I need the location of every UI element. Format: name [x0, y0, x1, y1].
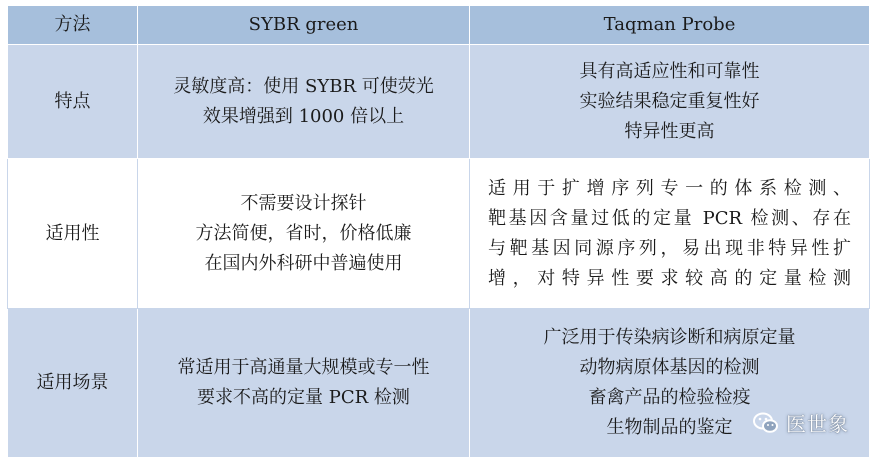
cell-line: 效果增强到 1000 倍以上	[202, 105, 405, 127]
cell-line: 灵敏度高：使用 SYBR 可使荧光	[173, 75, 434, 97]
cell-line: 靶基因含量过低的定量 PCR 检测、存在	[488, 207, 851, 229]
sybr-cell	[138, 45, 470, 159]
row-label: 适用性	[8, 159, 138, 309]
header-taqman: Taqman Probe	[470, 6, 870, 45]
header-sybr: SYBR green	[138, 6, 470, 45]
cell-line: 生物制品的鉴定	[606, 417, 733, 438]
cell-line: 适用于扩增序列专一的体系检测、	[488, 177, 851, 199]
cell-line: 与靶基因同源序列，易出现非特异性扩	[488, 237, 851, 259]
watermark	[752, 408, 849, 437]
cell-line: 畜禽产品的检验检疫	[588, 387, 751, 408]
taqman-cell	[470, 159, 870, 309]
comparison-table	[7, 5, 870, 458]
cell-line: 实验结果稳定重复性好	[579, 90, 760, 112]
wechat-icon	[752, 409, 780, 437]
row-label: 适用场景	[8, 309, 138, 458]
cell-line: 要求不高的定量 PCR 检测	[197, 387, 410, 408]
table-row	[8, 159, 870, 309]
cell-line: 常适用于高通量大规模或专一性	[177, 357, 430, 378]
cell-line: 具有高适应性和可靠性	[579, 60, 760, 82]
header-row	[8, 6, 870, 45]
sybr-cell	[138, 159, 470, 309]
header-method: 方法	[8, 6, 138, 45]
table-row	[8, 45, 870, 159]
watermark-text: 医世象	[786, 412, 849, 436]
taqman-cell	[470, 45, 870, 159]
cell-line: 方法简便，省时，价格低廉	[195, 222, 412, 244]
table-row	[8, 309, 870, 458]
sybr-cell	[138, 309, 470, 458]
cell-line: 特异性更高	[624, 120, 715, 142]
cell-line: 不需要设计探针	[240, 192, 367, 214]
cell-line: 在国内外科研中普遍使用	[204, 252, 403, 274]
cell-line: 广泛用于传染病诊断和病原定量	[543, 327, 796, 348]
cell-line: 增，对特异性要求较高的定量检测	[488, 267, 851, 289]
row-label: 特点	[8, 45, 138, 159]
cell-line: 动物病原体基因的检测	[579, 357, 760, 378]
